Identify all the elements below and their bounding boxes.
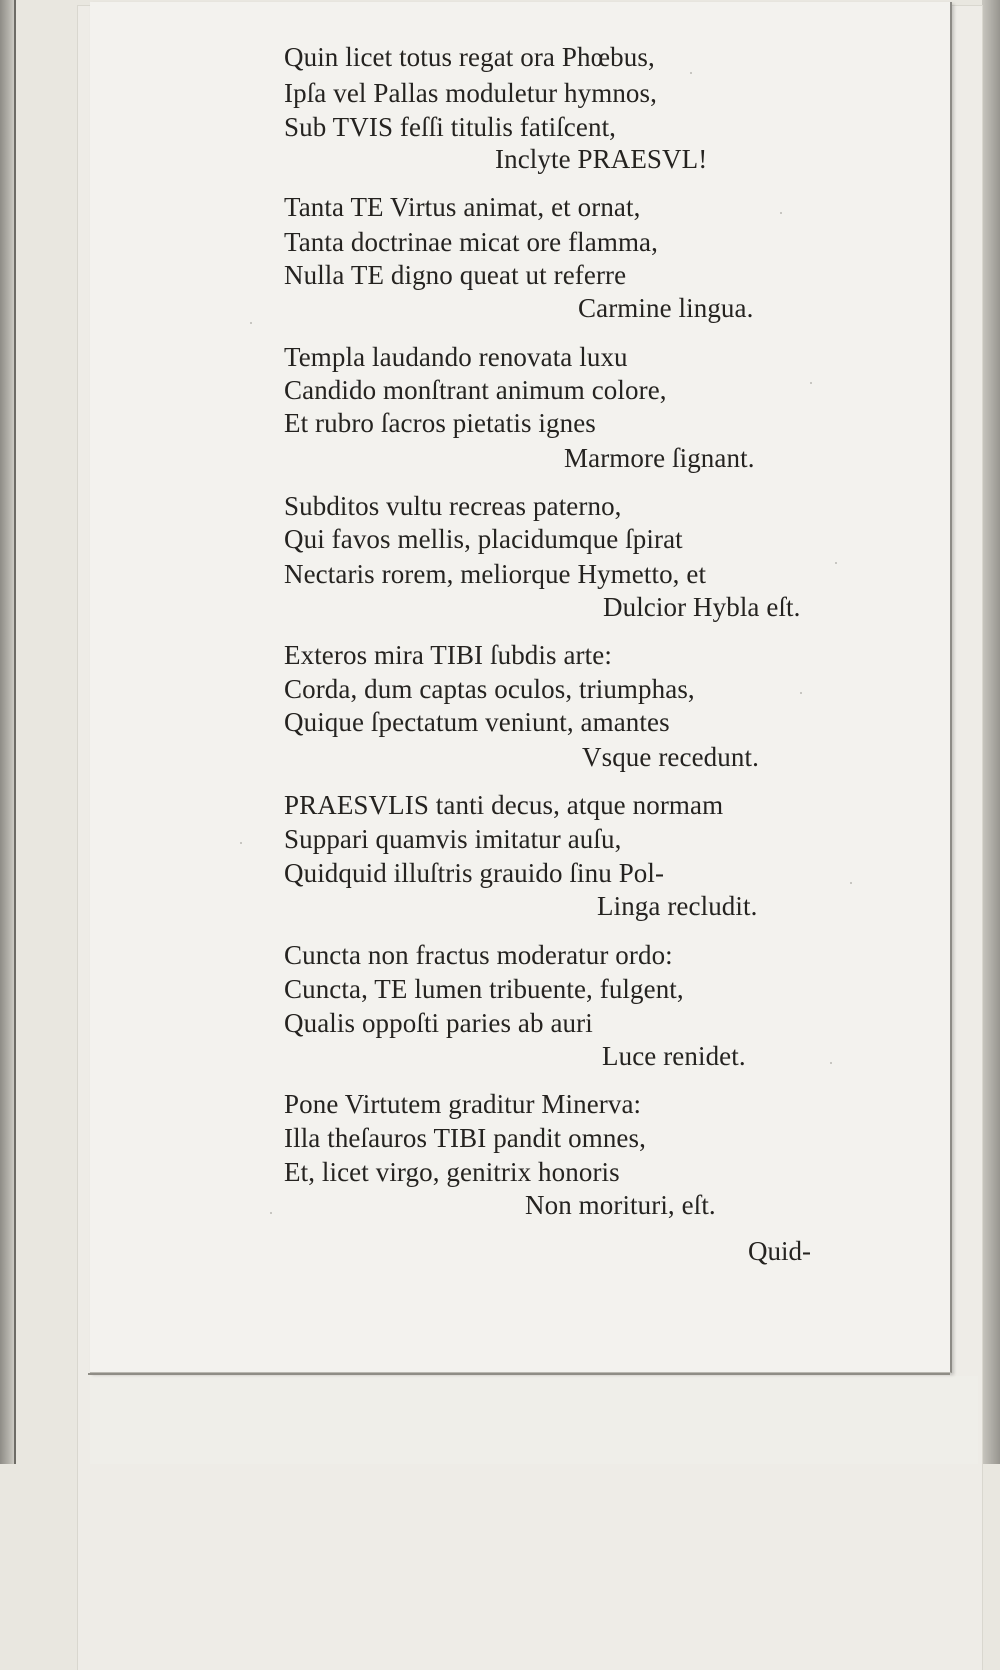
verse-line: Cuncta non fractus moderatur ordo: xyxy=(284,940,673,970)
printed-page xyxy=(90,2,952,1373)
verse-line: Et, licet virgo, genitrix honoris xyxy=(284,1157,620,1187)
verse-line: Cuncta, TE lumen tribuente, fulgent, xyxy=(284,974,684,1004)
verse-line: Nectaris rorem, meliorque Hymetto, et xyxy=(284,559,707,589)
verse-line: Nulla TE digno queat ut referre xyxy=(284,260,627,290)
verse-line: Templa laudando renovata luxu xyxy=(284,342,628,372)
page-bottom-edge xyxy=(88,1373,950,1375)
paper-speck xyxy=(250,322,252,324)
lower-paper-margin xyxy=(90,1376,978,1464)
verse-line: Quidquid illuſtris grauido ſinu Pol- xyxy=(284,858,665,888)
verse-line: Tanta TE Virtus animat, et ornat, xyxy=(284,192,641,222)
binding-gutter xyxy=(0,0,16,1464)
verse-line: Candido monſtrant animum colore, xyxy=(284,375,667,405)
paper-speck xyxy=(240,842,242,844)
verse-line-adonic: Inclyte PRAESVL! xyxy=(495,144,708,174)
catchword: Quid- xyxy=(748,1236,811,1266)
verse-line: Qui favos mellis, placidumque ſpirat xyxy=(284,524,683,554)
verse-line-adonic: Dulcior Hybla eſt. xyxy=(603,592,801,622)
page-edge-right xyxy=(982,0,1000,1464)
verse-line: Corda, dum captas oculos, triumphas, xyxy=(284,674,695,704)
verse-line: Pone Virtutem graditur Minerva: xyxy=(284,1089,642,1119)
paper-speck xyxy=(830,1062,832,1064)
verse-line: Quin licet totus regat ora Phœbus, xyxy=(284,42,655,72)
paper-speck xyxy=(800,692,802,694)
verse-line: Et rubro ſacros pietatis ignes xyxy=(284,408,596,438)
verse-line: Quique ſpectatum veniunt, amantes xyxy=(284,707,670,737)
verse-line-adonic: Linga recludit. xyxy=(597,891,758,921)
verse-line-adonic: Non morituri, eſt. xyxy=(525,1190,716,1220)
verse-line-adonic: Carmine lingua. xyxy=(578,293,754,323)
verse-line-adonic: Luce renidet. xyxy=(602,1041,746,1071)
verse-line: Sub TVIS feſſi titulis fatiſcent, xyxy=(284,112,617,142)
verse-line: Exteros mira TIBI ſubdis arte: xyxy=(284,640,612,670)
verse-line: Ipſa vel Pallas moduletur hymnos, xyxy=(284,78,657,108)
paper-speck xyxy=(690,72,692,74)
paper-speck xyxy=(780,212,782,214)
verse-line: Suppari quamvis imitatur auſu, xyxy=(284,824,622,854)
verse-line: PRAESVLIS tanti decus, atque normam xyxy=(284,790,724,820)
verse-line: Subditos vultu recreas paterno, xyxy=(284,491,622,521)
verse-line: Illa theſauros TIBI pandit omnes, xyxy=(284,1123,646,1153)
paper-speck xyxy=(270,1212,272,1214)
verse-line-adonic: Vsque recedunt. xyxy=(582,742,759,772)
paper-speck xyxy=(835,562,837,564)
verse-line: Qualis oppoſti paries ab auri xyxy=(284,1008,593,1038)
paper-speck xyxy=(810,382,812,384)
paper-speck xyxy=(850,882,852,884)
verse-line-adonic: Marmore ſignant. xyxy=(564,443,755,473)
verse-line: Tanta doctrinae micat ore flamma, xyxy=(284,227,658,257)
